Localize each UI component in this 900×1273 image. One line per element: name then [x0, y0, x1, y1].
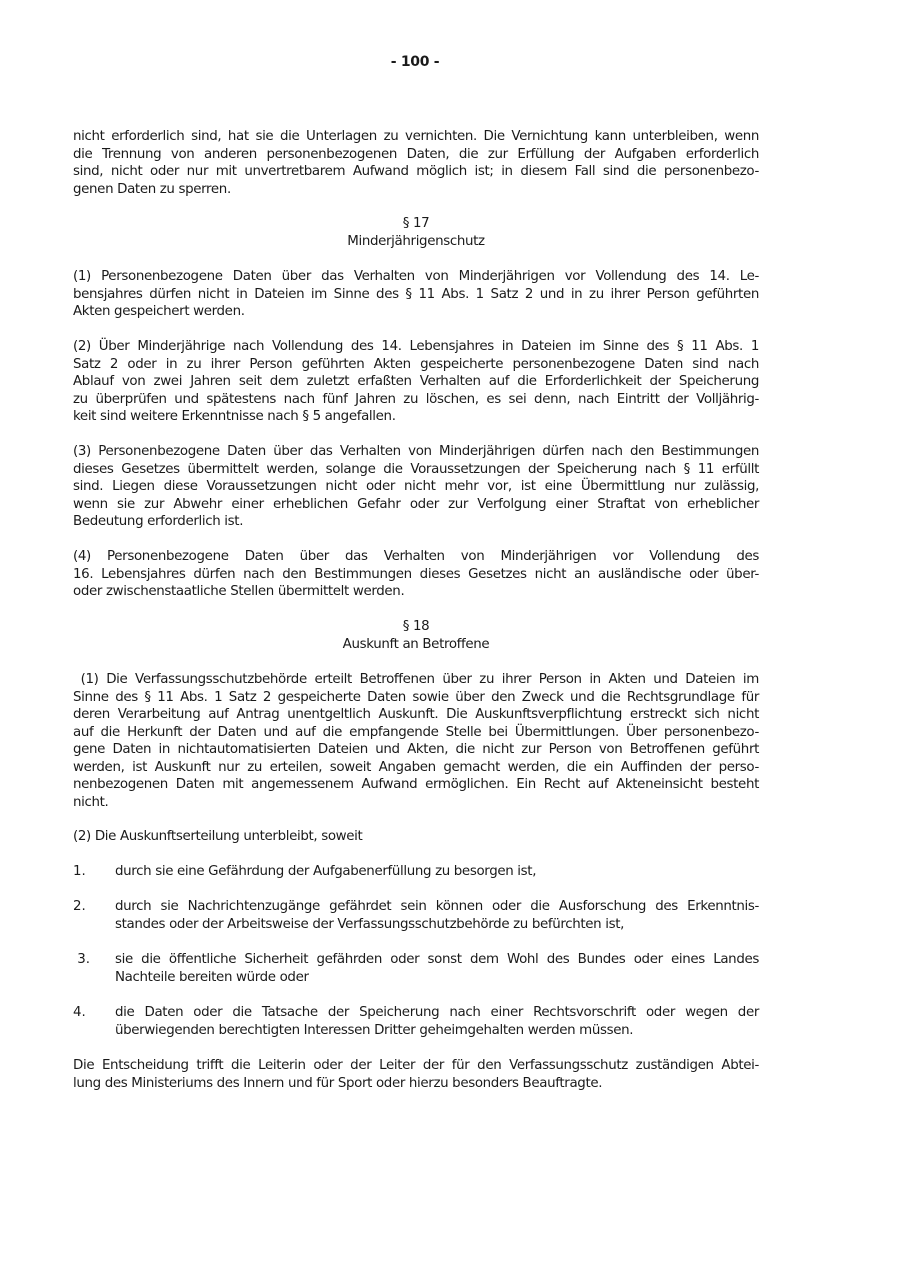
- text-line: deren Verarbeitung auf Antrag unentgeltlich Auskunft. Die Auskunftsverpflichtung erstreckt sich nicht: [73, 707, 759, 722]
- text-line: nenbezogenen Daten mit angemessenem Aufwand ermöglichen. Ein Recht auf Akteneinsicht besteht: [73, 777, 759, 792]
- text-line: 16. Lebensjahres dürfen nach den Bestimmungen dieses Gesetzes nicht an ausländische oder über-: [73, 566, 759, 582]
- text-line: (1) Die Verfassungsschutzbehörde erteilt Betroffenen über zu ihrer Person in Akten und Dateien im: [73, 672, 759, 687]
- text-line: nicht erforderlich sind, hat sie die Unterlagen zu vernichten. Die Vernichtung kann unterbleiben, wenn: [73, 129, 759, 144]
- text-line: bensjahres dürfen nicht in Dateien im Sinne des § 11 Abs. 1 Satz 2 und in zu ihrer Person geführten: [73, 286, 759, 302]
- list-number: 2.: [73, 899, 86, 914]
- text-line: die Daten oder die Tatsache der Speicherung nach einer Rechtsvorschrift oder wegen der: [115, 1005, 759, 1020]
- section-17-paragraph-3: [73, 443, 759, 531]
- page-number: - 100 -: [390, 54, 440, 70]
- section-17-paragraph-1: [73, 268, 759, 321]
- text-line: Akten gespeichert werden.: [73, 304, 245, 319]
- text-line: standes oder der Arbeitsweise der Verfassungsschutzbehörde zu befürchten ist,: [115, 916, 625, 932]
- text-line: Sinne des § 11 Abs. 1 Satz 2 gespeicherte Daten sowie über den Zweck und die Rechtsgrundlage für: [73, 689, 759, 705]
- list-number: 3.: [73, 952, 91, 967]
- text-line: genen Daten zu sperren.: [73, 181, 231, 197]
- list-number: 4.: [73, 1005, 86, 1020]
- text-line: auf die Herkunft der Daten und auf die empfangende Stelle bei Übermittlungen. Über personenbezo-: [73, 724, 759, 740]
- section-18-heading: [73, 618, 759, 653]
- section-18-paragraph-1: [73, 671, 759, 811]
- list-number: 1.: [73, 864, 86, 879]
- text-line: lung des Ministeriums des Innern und für Sport oder hierzu besonders Beauftragte.: [73, 1075, 603, 1091]
- text-line: die Trennung von anderen personenbezogenen Daten, die zur Erfüllung der Aufgaben erforderlich: [73, 146, 759, 162]
- text-line: Satz 2 oder in zu ihrer Person geführten Akten gespeicherte personenbezogene Daten sind nach: [73, 356, 759, 372]
- text-line: nicht.: [73, 794, 109, 810]
- text-line: Die Entscheidung trifft die Leiterin oder der Leiter der für den Verfassungsschutz zuständigen Abtei-: [73, 1058, 759, 1073]
- text-line: zu überprüfen und spätestens nach fünf Jahren zu löschen, es sei denn, nach Eintritt der Volljährig-: [73, 391, 759, 407]
- text-line: oder zwischenstaatliche Stellen übermittelt werden.: [73, 584, 405, 599]
- text-line: sind. Liegen diese Voraussetzungen nicht oder nicht mehr vor, ist eine Übermittlung nur zulässig,: [73, 479, 759, 494]
- section-17-paragraph-4: [73, 548, 759, 601]
- section-18-paragraph-2-intro: [73, 828, 759, 846]
- text-line: (2) Über Minderjährige nach Vollendung des 14. Lebensjahres in Dateien im Sinne des § 11 Abs. 1: [73, 339, 759, 354]
- closing-paragraph: [73, 1057, 759, 1092]
- text-line: überwiegenden berechtigten Interessen Dritter geheimgehalten werden müssen.: [115, 1022, 634, 1038]
- text-line: durch sie Nachrichtenzugänge gefährdet sein können oder die Ausforschung des Erkenntnis-: [115, 899, 759, 914]
- text-line: (4) Personenbezogene Daten über das Verhalten von Minderjährigen vor Vollendung des: [73, 549, 759, 564]
- text-line: Nachteile bereiten würde oder: [115, 969, 309, 985]
- text-line: Ablauf von zwei Jahren seit dem zuletzt erfaßten Verhalten auf die Erforderlichkeit der Speicherung: [73, 374, 759, 389]
- text-line: sie die öffentliche Sicherheit gefährden oder sonst dem Wohl des Bundes oder eines Landes: [115, 952, 759, 967]
- text-line: dieses Gesetzes übermittelt werden, solange die Voraussetzungen der Speicherung nach § 11 erfüllt: [73, 461, 759, 477]
- text-line: Bedeutung erforderlich ist.: [73, 514, 244, 529]
- section-title: Minderjährigenschutz: [347, 233, 485, 249]
- text-line: keit sind weitere Erkenntnisse nach § 5 angefallen.: [73, 409, 396, 424]
- section-17-heading: [73, 215, 759, 250]
- section-number: § 18: [402, 619, 430, 634]
- text-line: werden, ist Auskunft nur zu erteilen, soweit Angaben gemacht werden, die ein Auffinden der perso-: [73, 759, 759, 775]
- text-line: (2) Die Auskunftserteilung unterbleibt, soweit: [73, 829, 363, 844]
- intro-paragraph: [73, 128, 759, 198]
- section-number: § 17: [402, 216, 430, 231]
- text-line: wenn sie zur Abwehr einer erheblichen Gefahr oder zur Verfolgung einer Straftat von erheblicher: [73, 496, 759, 512]
- text-line: (1) Personenbezogene Daten über das Verhalten von Minderjährigen vor Vollendung des 14. Le-: [73, 269, 759, 284]
- text-line: (3) Personenbezogene Daten über das Verhalten von Minderjährigen dürfen nach den Bestimmungen: [73, 444, 759, 459]
- text-line: sind, nicht oder nur mit unvertretbarem Aufwand möglich ist; in diesem Fall sind die personenbezo-: [73, 164, 759, 179]
- section-17-paragraph-2: [73, 338, 759, 426]
- text-line: durch sie eine Gefährdung der Aufgabenerfüllung zu besorgen ist,: [115, 864, 537, 879]
- text-line: gene Daten in nichtautomatisierten Dateien und Akten, die nicht zur Person von Betroffenen geführt: [73, 742, 759, 757]
- section-title: Auskunft an Betroffene: [342, 636, 490, 652]
